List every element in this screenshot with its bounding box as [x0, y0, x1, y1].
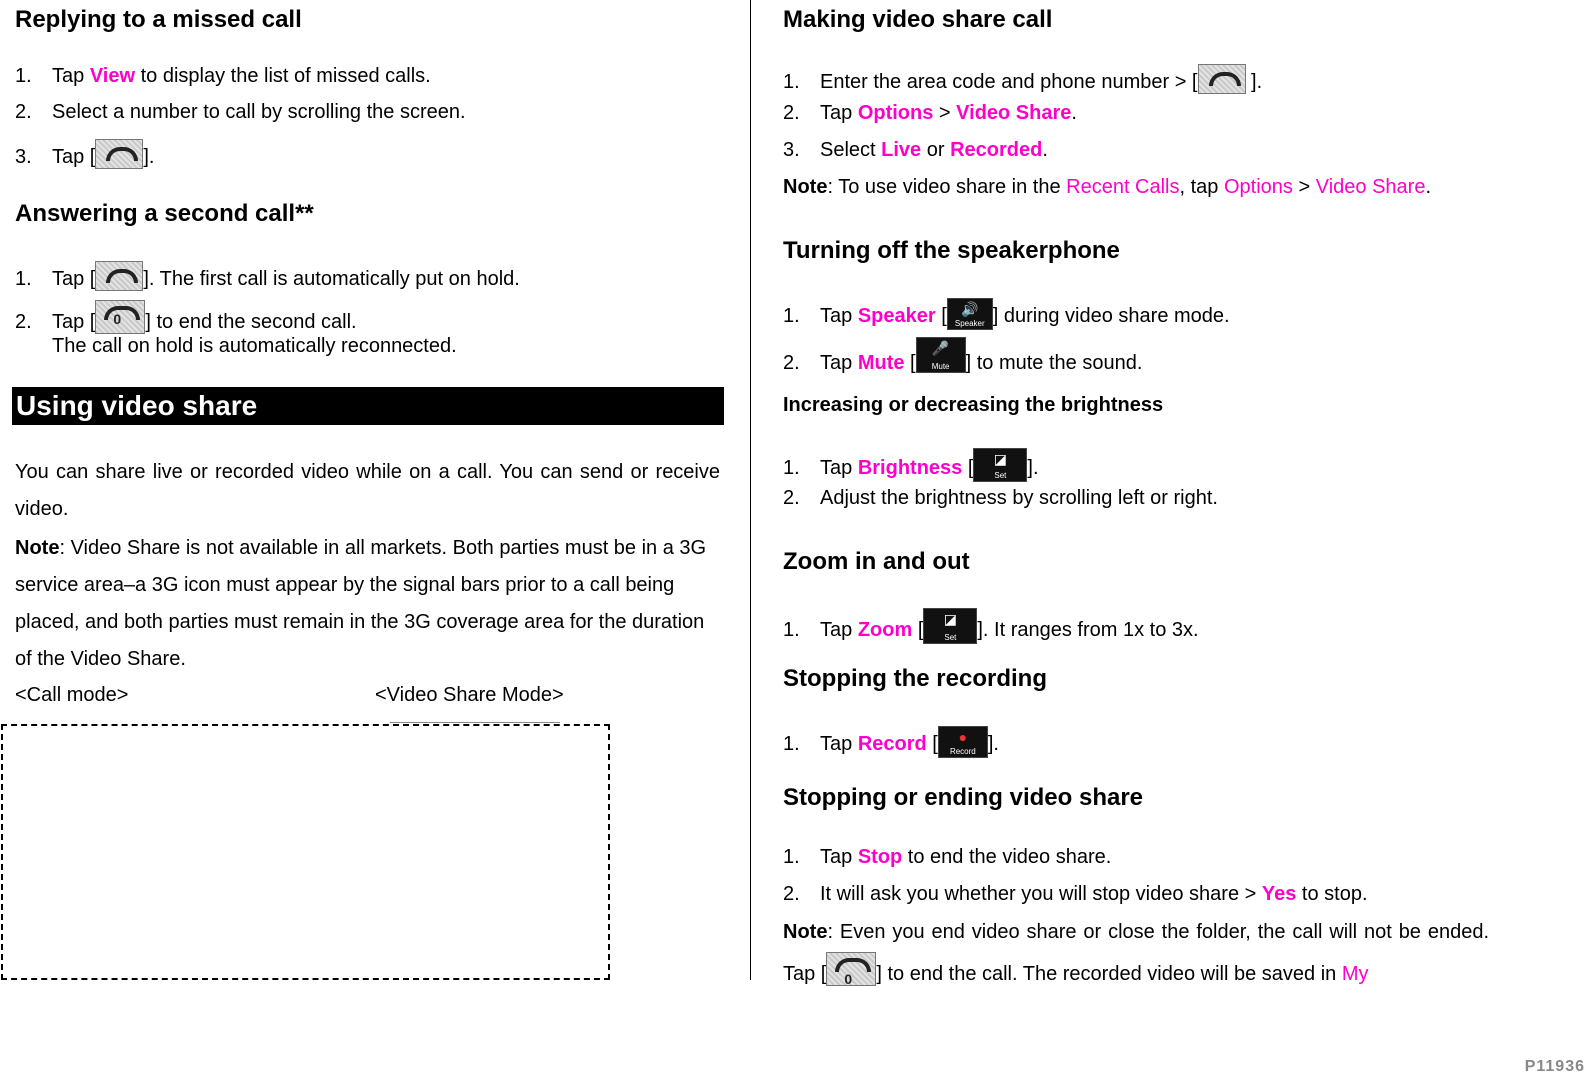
list-item: 1. Tap Zoom [ ◪ Set ]. It ranges from 1x to 3x. [783, 608, 1199, 644]
list-item: 1. Tap Stop to end the video share. [783, 846, 1112, 868]
list-item: 1. Tap Speaker [ 🔊 Speaker ] during video share mode. [783, 298, 1230, 330]
section-title-brightness: Increasing or decreasing the brightness [783, 394, 1164, 416]
list-item: 1. Enter the area code and phone number > [ ]. [783, 64, 1262, 94]
section-title-making: Making video share call [783, 6, 1053, 33]
list-item: 2. Tap Options > Video Share. [783, 102, 1077, 124]
note-paragraph: Note: Even you end video share or close the folder, the call will not be ended. Tap [0 ] to end the call. The recorded video will be saved in My [783, 912, 1489, 994]
record-icon: ● Record [938, 726, 988, 758]
list-item-continuation: The call on hold is automatically reconnected. [52, 335, 457, 357]
list-item: 2. Select a number to call by scrolling the screen. [15, 101, 466, 123]
list-item: 2. Tap Mute [ 🎤 Mute ] to mute the sound. [783, 337, 1142, 375]
column-divider [750, 0, 751, 980]
list-item: 2. It will ask you whether you will stop video share > Yes to stop. [783, 883, 1368, 905]
video-share-mode-caption: <Video Share Mode> [375, 684, 564, 706]
section-title-answering: Answering a second call** [15, 200, 314, 227]
list-item: 1. Tap View to display the list of missed calls. [15, 65, 431, 87]
list-item: 1. Tap Record [ ● Record ]. [783, 726, 999, 758]
mute-icon: 🎤 Mute [916, 337, 966, 373]
list-item: 1. Tap [ ]. The first call is automatically put on hold. [15, 261, 520, 291]
image-placeholder [1, 724, 610, 980]
call-handset-icon [95, 261, 143, 291]
divider-line [390, 722, 560, 723]
section-title-ending: Stopping or ending video share [783, 784, 1144, 811]
list-item: 3. Select Live or Recorded. [783, 139, 1048, 161]
call-handset-icon [1198, 64, 1246, 94]
list-item: 2. Adjust the brightness by scrolling left or right. [783, 487, 1218, 509]
brightness-set-icon: ◪ Set [973, 448, 1027, 482]
section-bar-video-share: Using video share [12, 387, 724, 425]
section-title-replying: Replying to a missed call [15, 6, 302, 33]
view-key: View [89, 65, 136, 87]
page-number: P11936 [1524, 1058, 1585, 1075]
section-title-speaker: Turning off the speakerphone [783, 237, 1120, 264]
speaker-icon: 🔊 Speaker [947, 298, 993, 330]
call-handset-icon [95, 139, 143, 169]
call-mode-caption: <Call mode> [15, 684, 129, 706]
list-item: 2. Tap [0 ] to end the second call. [15, 300, 357, 334]
note-paragraph: Note: Video Share is not available in all markets. Both parties must be in a 3G service area–a 3G icon must appear by the signal bars prior to a call being placed, and both parties must remain in the 3G coverage area for the duration of the Video Share. [15, 537, 707, 670]
end-call-icon [95, 300, 145, 334]
zoom-set-icon: ◪ Set [923, 608, 977, 644]
list-item: 1. Tap Brightness [ ◪ Set ]. [783, 448, 1039, 482]
section-title-recording: Stopping the recording [783, 665, 1047, 692]
list-item: 3. Tap [ ]. [15, 139, 154, 169]
intro-paragraph: You can share live or recorded video while on a call. You can send or receive video. [15, 461, 720, 520]
end-call-icon [826, 952, 876, 986]
note-paragraph: Note: To use video share in the Recent Calls, tap Options > Video Share. [783, 176, 1432, 198]
section-title-zoom: Zoom in and out [783, 548, 970, 575]
